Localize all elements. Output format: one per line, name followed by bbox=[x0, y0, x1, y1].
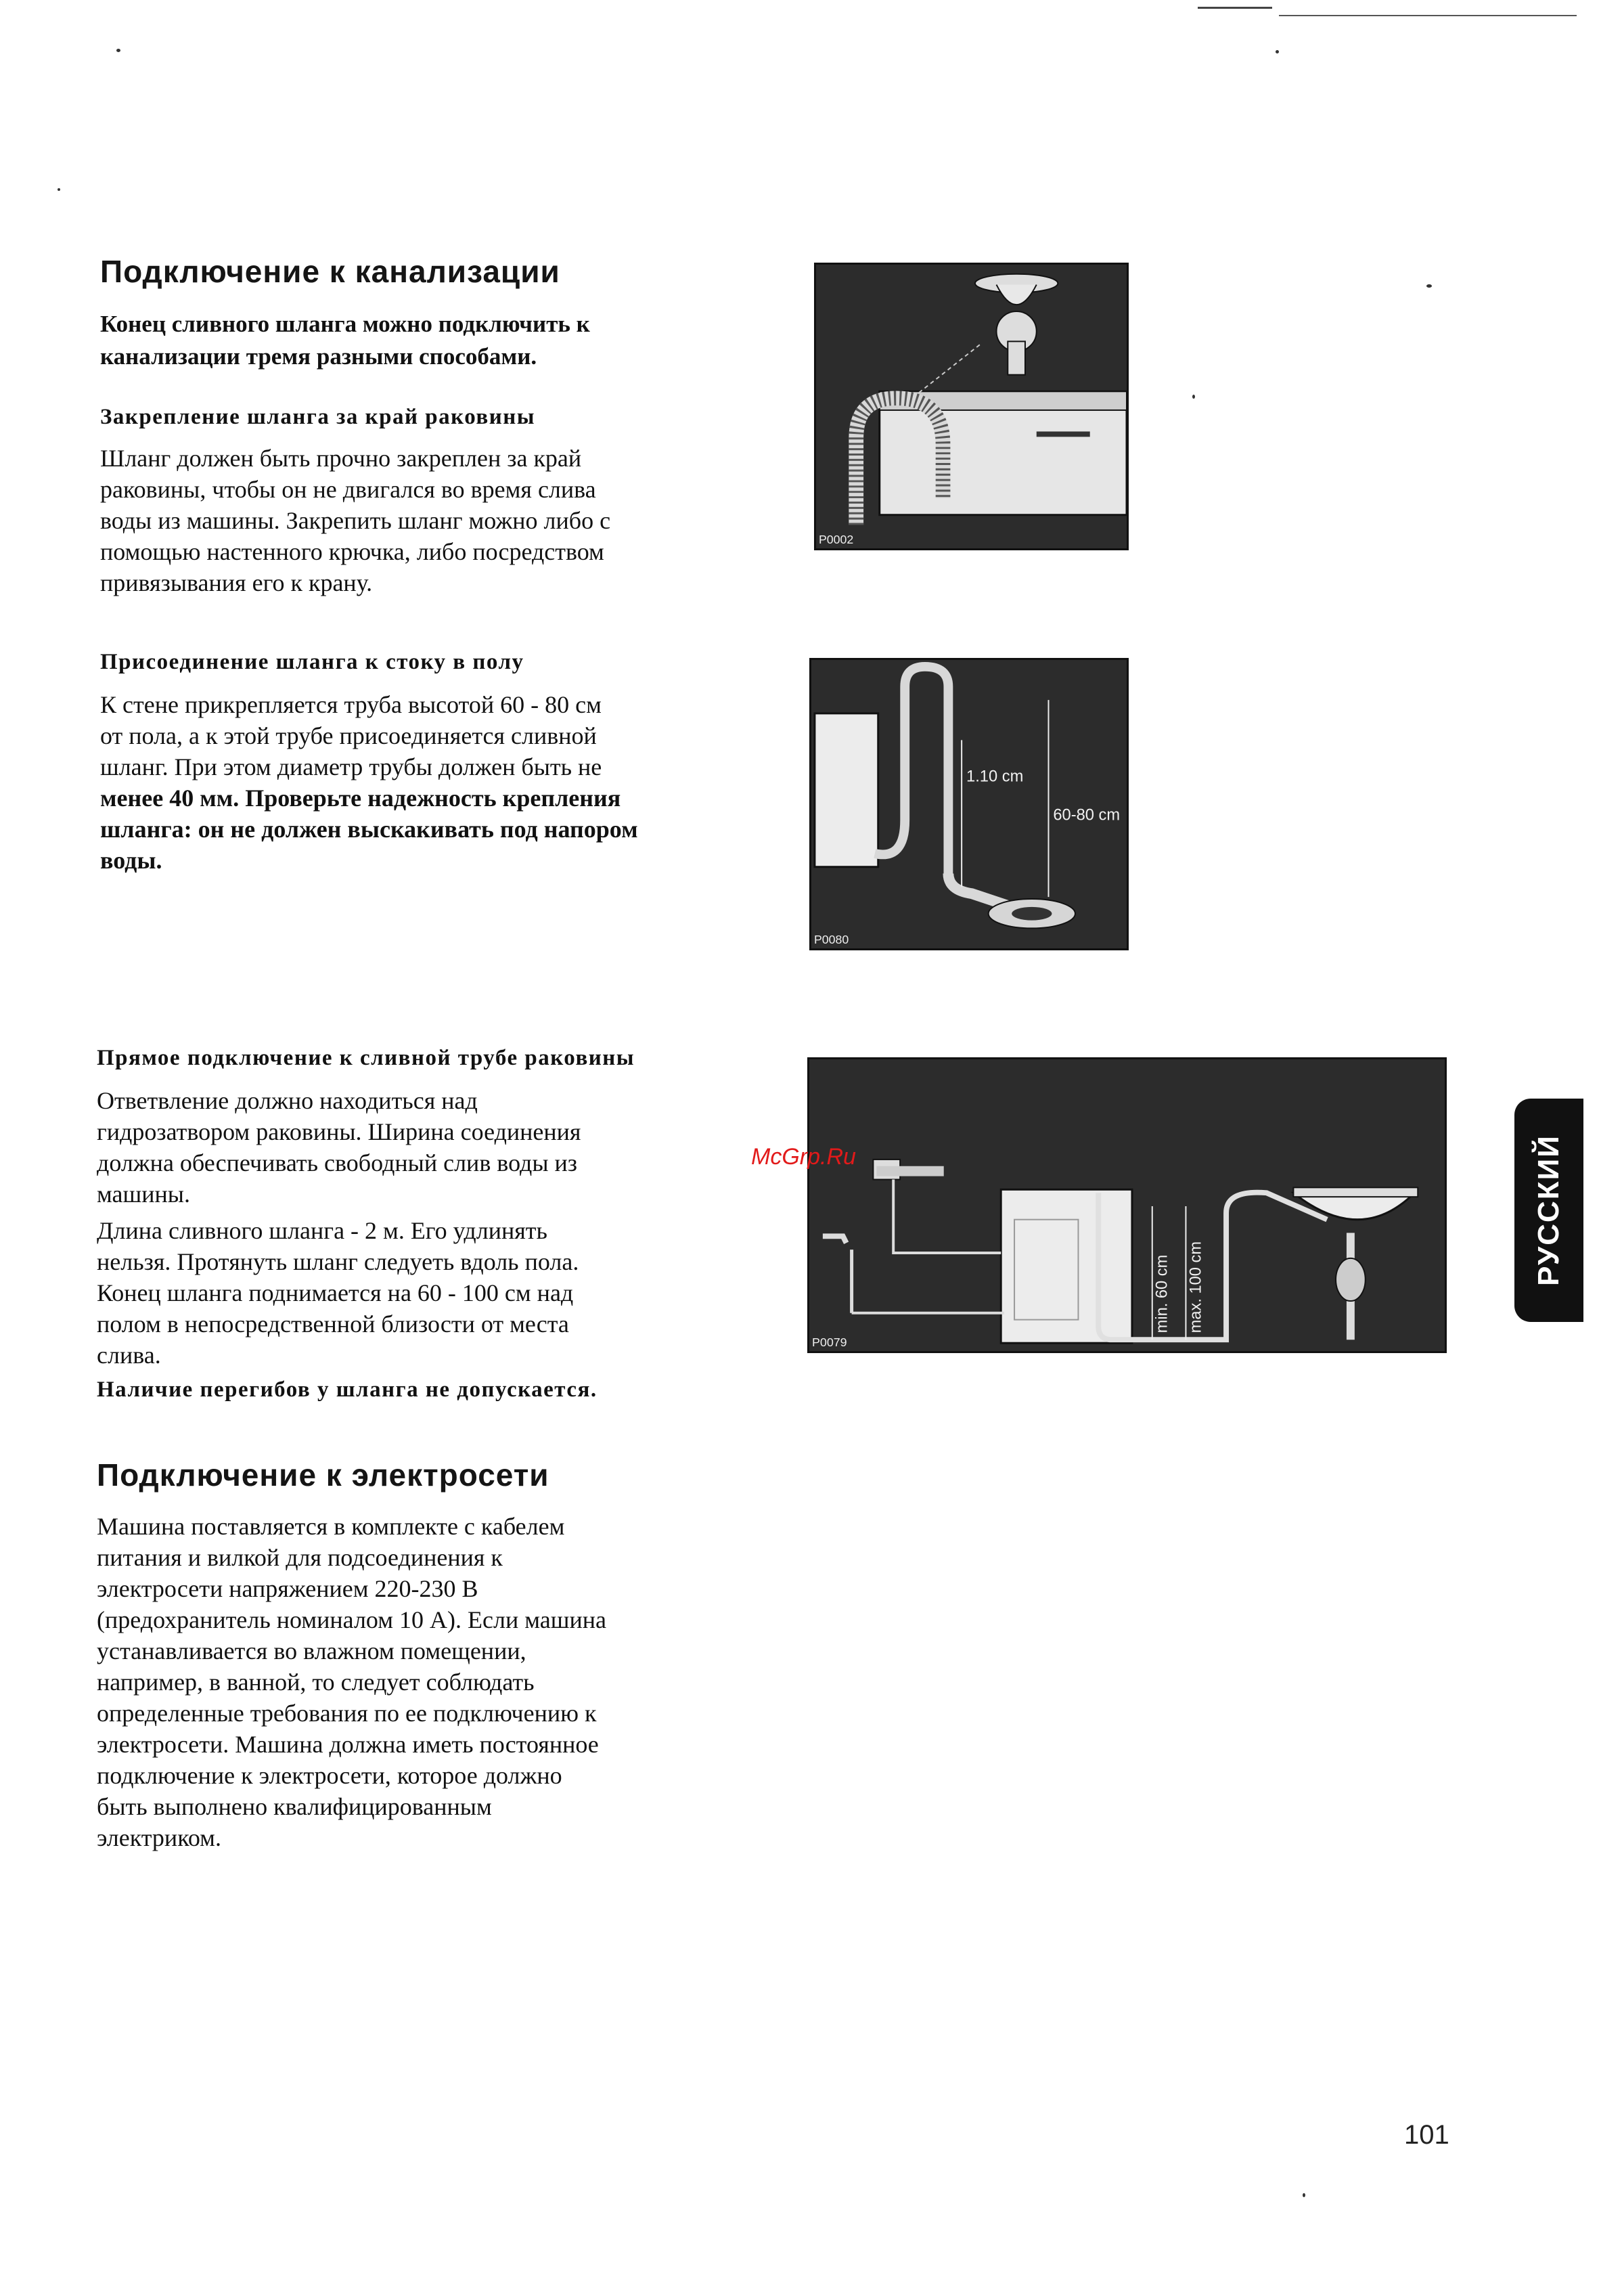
text-line: шланга: он не должен выскакивать под напором bbox=[100, 816, 638, 843]
warning-no-kinks: Наличие перегибов у шланга не допускается. bbox=[97, 1377, 598, 1402]
text-line: например, в ванной, то следует соблюдать bbox=[97, 1669, 535, 1696]
section-title-electric: Подключение к электросети bbox=[97, 1457, 549, 1493]
dimension-label: 1.10 cm bbox=[966, 768, 1024, 786]
top-rule bbox=[1198, 7, 1272, 9]
text-line: электросети. Машина должна иметь постоянное bbox=[97, 1731, 599, 1758]
page-number: 101 bbox=[1404, 2120, 1449, 2150]
figure-floor-drain bbox=[809, 658, 1129, 950]
sink-edge-text bbox=[100, 443, 790, 598]
text-line: электросети напряжением 220-230 В bbox=[97, 1575, 478, 1602]
top-rule bbox=[1279, 15, 1577, 16]
text-line: (предохранитель номиналом 10 А). Если машина bbox=[97, 1606, 606, 1633]
text-line: подключение к электросети, которое должно bbox=[97, 1762, 562, 1789]
text-line: Конец шланга поднимается на 60 - 100 см над bbox=[97, 1279, 574, 1306]
figure-hose-on-sink-edge bbox=[814, 263, 1129, 550]
watermark: McGrp.Ru bbox=[751, 1144, 856, 1170]
text-line: нельзя. Протянуть шланг следуеть вдоль пола. bbox=[97, 1248, 579, 1275]
text-line: гидрозатвором раковины. Ширина соединения bbox=[97, 1118, 581, 1145]
figure-code: P0002 bbox=[818, 533, 854, 547]
figure-code: P0080 bbox=[813, 933, 849, 947]
figure-sink-pipe bbox=[807, 1057, 1447, 1353]
text-line: быть выполнено квалифицированным bbox=[97, 1793, 492, 1820]
text-line: воды. bbox=[100, 847, 162, 874]
text-line: определенные требования по ее подключению к bbox=[97, 1700, 597, 1727]
scan-speck bbox=[1303, 2193, 1305, 2197]
subtitle-sink-edge: Закрепление шланга за край раковины bbox=[100, 405, 536, 429]
dimension-label: max. 100 cm bbox=[1186, 1241, 1205, 1333]
text-line: полом в непосредственной близости от места bbox=[97, 1310, 569, 1338]
text-line: электриком. bbox=[97, 1824, 221, 1851]
scan-speck bbox=[1276, 50, 1279, 53]
text-line: Машина поставляется в комплекте с кабелем bbox=[97, 1513, 565, 1540]
subtitle-sink-pipe: Прямое подключение к сливной трубе раковины bbox=[97, 1046, 635, 1070]
text-line: менее 40 мм. Проверьте надежность крепления bbox=[100, 785, 621, 812]
floor-drain-text bbox=[100, 689, 790, 876]
scan-speck bbox=[1192, 395, 1195, 399]
text-line: раковины, чтобы он не двигался во время слива bbox=[100, 476, 596, 503]
drain-intro bbox=[100, 308, 777, 373]
section-title-drain: Подключение к канализации bbox=[100, 254, 560, 289]
text-line: от пола, а к этой трубе присоединяется сливной bbox=[100, 722, 597, 749]
figure-code: P0079 bbox=[811, 1335, 847, 1350]
electric-text bbox=[97, 1511, 814, 1853]
text-line: Ответвление должно находиться над bbox=[97, 1087, 478, 1114]
text-line: помощью настенного крючка, либо посредством bbox=[100, 538, 604, 565]
scan-speck bbox=[116, 49, 120, 52]
text-line: устанавливается во влажном помещении, bbox=[97, 1637, 526, 1664]
scan-speck bbox=[1426, 284, 1432, 288]
text-line: К стене прикрепляется труба высотой 60 - 80 см bbox=[100, 691, 602, 718]
dimension-label: min. 60 cm bbox=[1152, 1254, 1171, 1333]
text-line: Длина сливного шланга - 2 м. Его удлинять bbox=[97, 1217, 547, 1244]
language-tab-label: РУССКИЙ bbox=[1532, 1134, 1565, 1286]
scan-speck bbox=[58, 188, 60, 191]
text-line: слива. bbox=[97, 1342, 161, 1369]
text-line: шланг. При этом диаметр трубы должен быть не bbox=[100, 753, 602, 780]
language-tab bbox=[1514, 1099, 1583, 1322]
text-line: Шланг должен быть прочно закреплен за край bbox=[100, 445, 582, 472]
subtitle-floor-drain: Присоединение шланга к стоку в полу bbox=[100, 650, 524, 674]
text-line: питания и вилкой для подсоединения к bbox=[97, 1544, 503, 1571]
text-line: воды из машины. Закрепить шланг можно либо с bbox=[100, 507, 611, 534]
text-line: машины. bbox=[97, 1180, 190, 1208]
dimension-label: 60-80 cm bbox=[1053, 806, 1121, 824]
intro-line: Конец сливного шланга можно подключить к bbox=[100, 311, 590, 337]
text-line: должна обеспечивать свободный слив воды из bbox=[97, 1149, 578, 1176]
intro-line: канализации тремя разными способами. bbox=[100, 343, 537, 370]
text-line: привязывания его к крану. bbox=[100, 569, 373, 596]
sink-pipe-text bbox=[97, 1085, 801, 1403]
